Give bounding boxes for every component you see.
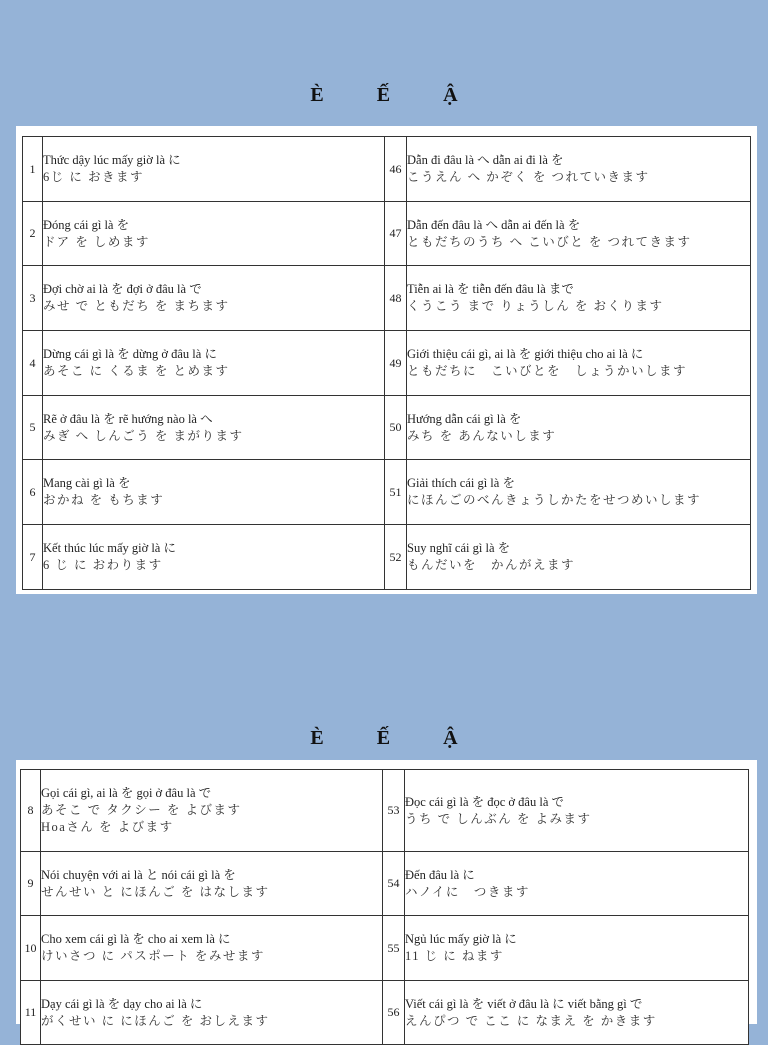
page-heading-2 <box>0 727 768 750</box>
japanese-text: くうこう まで りょうしん を おくります <box>407 299 664 313</box>
japanese-text: ドア を しめます <box>43 234 150 249</box>
japanese-text: みぎ へ しんごう を まがります <box>43 428 244 443</box>
vocab-entry <box>405 852 749 916</box>
row-number: 55 <box>383 916 405 981</box>
row-number: 51 <box>385 460 407 525</box>
vocab-entry <box>43 525 385 590</box>
vietnamese-text: Suy nghĩ cái gì là を <box>407 541 511 555</box>
row-number: 10 <box>21 916 41 981</box>
table-row <box>21 916 749 981</box>
vocab-entry <box>405 916 749 981</box>
vietnamese-text: Dạy cái gì là を dạy cho ai là に <box>41 996 203 1011</box>
vocab-entry <box>43 331 385 396</box>
vocab-entry <box>407 137 751 202</box>
vocab-entry <box>407 202 751 266</box>
japanese-text: おかね を もちます <box>43 493 165 507</box>
vietnamese-text: Đến đâu là に <box>405 867 475 882</box>
japanese-text: 11 じ に ねます <box>405 949 504 963</box>
row-number: 9 <box>21 852 41 916</box>
heading-char: Ế <box>376 727 391 749</box>
vietnamese-text: Giải thích cái gì là を <box>407 476 515 490</box>
vietnamese-text: Tiễn ai là を tiễn đến đâu là まで <box>407 282 574 296</box>
vocab-entry <box>407 331 751 396</box>
vocab-entry <box>41 916 383 981</box>
vocab-entry <box>43 396 385 460</box>
vocab-table-2 <box>20 769 749 1045</box>
table-row <box>23 396 751 460</box>
vietnamese-text: Giới thiệu cái gì, ai là を giới thiệu cho ai là に <box>407 347 644 361</box>
vocab-table-1 <box>22 136 751 590</box>
page-heading-1 <box>0 84 768 107</box>
vietnamese-text: Dừng cái gì là を dừng ở đâu là に <box>43 347 217 361</box>
row-number: 2 <box>23 202 43 266</box>
japanese-text: 6じ に おきます <box>43 170 145 184</box>
row-number: 54 <box>383 852 405 916</box>
japanese-text: ハノイに つきます <box>405 884 530 899</box>
japanese-text: みせ で ともだち を まちます <box>43 299 230 313</box>
japanese-text: もんだいを かんがえます <box>407 558 576 572</box>
row-number: 3 <box>23 266 43 331</box>
vocab-entry <box>41 852 383 916</box>
row-number: 52 <box>385 525 407 590</box>
vietnamese-text: Kết thúc lúc mấy giờ là に <box>43 541 176 555</box>
japanese-text: ともだちに こいびとを しょうかいします <box>407 364 688 378</box>
row-number: 49 <box>385 331 407 396</box>
row-number: 11 <box>21 981 41 1045</box>
vietnamese-text: Thức dậy lúc mấy giờ là に <box>43 153 181 167</box>
vocab-entry <box>43 202 385 266</box>
table-row <box>21 981 749 1045</box>
vietnamese-text: Đợi chờ ai là を đợi ở đâu là で <box>43 282 202 296</box>
row-number: 4 <box>23 331 43 396</box>
japanese-text: えんぴつ で ここ に なまえ を かきます <box>405 1013 657 1028</box>
japanese-text: ともだちのうち へ こいびと を つれてきます <box>407 234 692 249</box>
vietnamese-text: Đóng cái gì là を <box>43 217 130 232</box>
table-row <box>23 460 751 525</box>
japanese-text: けいさつ に パスポート をみせます <box>41 949 265 963</box>
vietnamese-text: Ngủ lúc mấy giờ là に <box>405 932 517 946</box>
heading-char: È <box>310 727 324 749</box>
vietnamese-text: Viết cái gì là を viết ở đâu là に viết bằng gì で <box>405 996 643 1011</box>
table-row <box>23 137 751 202</box>
row-number: 50 <box>385 396 407 460</box>
japanese-text: みち を あんないします <box>407 428 557 443</box>
japanese-text: Hoaさん を よびます <box>41 820 174 834</box>
vietnamese-text: Nói chuyện với ai là と nói cái gì là を <box>41 867 236 882</box>
vietnamese-text: Cho xem cái gì là を cho ai xem là に <box>41 932 231 946</box>
vietnamese-text: Rẽ ở đâu là を rẽ hướng nào là へ <box>43 411 213 426</box>
row-number: 46 <box>385 137 407 202</box>
table-row <box>23 525 751 590</box>
vocab-entry <box>407 525 751 590</box>
heading-char: Ậ <box>443 84 458 106</box>
vocab-entry <box>407 460 751 525</box>
vietnamese-text: Dẫn đến đâu là へ dẫn ai đến là を <box>407 217 581 232</box>
heading-char: Ế <box>376 84 391 106</box>
japanese-text: せんせい と にほんご を はなします <box>41 884 270 899</box>
row-number: 1 <box>23 137 43 202</box>
vocab-entry <box>41 770 383 852</box>
table-row <box>21 852 749 916</box>
japanese-text: にほんごのべんきょうしかたをせつめいします <box>407 493 702 507</box>
vocab-entry <box>43 137 385 202</box>
table-row <box>23 202 751 266</box>
row-number: 6 <box>23 460 43 525</box>
vocab-entry <box>405 770 749 852</box>
table-row <box>23 266 751 331</box>
vietnamese-text: Dẫn đi đâu là へ dẫn ai đi là を <box>407 153 564 167</box>
japanese-text: うち で しんぶん を よみます <box>405 811 592 826</box>
row-number: 47 <box>385 202 407 266</box>
heading-char: È <box>310 84 324 106</box>
heading-char: Ậ <box>443 727 458 749</box>
japanese-text: がくせい に にほんご を おしえます <box>41 1013 270 1028</box>
japanese-text: こうえん へ かぞく を つれていきます <box>407 170 650 184</box>
vocab-entry <box>407 266 751 331</box>
row-number: 56 <box>383 981 405 1045</box>
row-number: 7 <box>23 525 43 590</box>
vietnamese-text: Gọi cái gì, ai là を gọi ở đâu là で <box>41 786 212 800</box>
vietnamese-text: Đọc cái gì là を đọc ở đâu là で <box>405 794 564 809</box>
row-number: 48 <box>385 266 407 331</box>
vocab-entry <box>41 981 383 1045</box>
japanese-text: あそこ に くるま を とめます <box>43 364 230 378</box>
row-number: 8 <box>21 770 41 852</box>
vocab-entry <box>407 396 751 460</box>
vocab-entry <box>405 981 749 1045</box>
table-row <box>23 331 751 396</box>
vietnamese-text: Mang cài gì là を <box>43 476 131 490</box>
row-number: 5 <box>23 396 43 460</box>
table-row <box>21 770 749 852</box>
japanese-text: 6 じ に おわります <box>43 558 163 572</box>
vocab-entry <box>43 266 385 331</box>
japanese-text: あそこ で タクシー を よびます <box>41 803 242 817</box>
vocab-entry <box>43 460 385 525</box>
row-number: 53 <box>383 770 405 852</box>
vietnamese-text: Hướng dẫn cái gì là を <box>407 411 522 426</box>
